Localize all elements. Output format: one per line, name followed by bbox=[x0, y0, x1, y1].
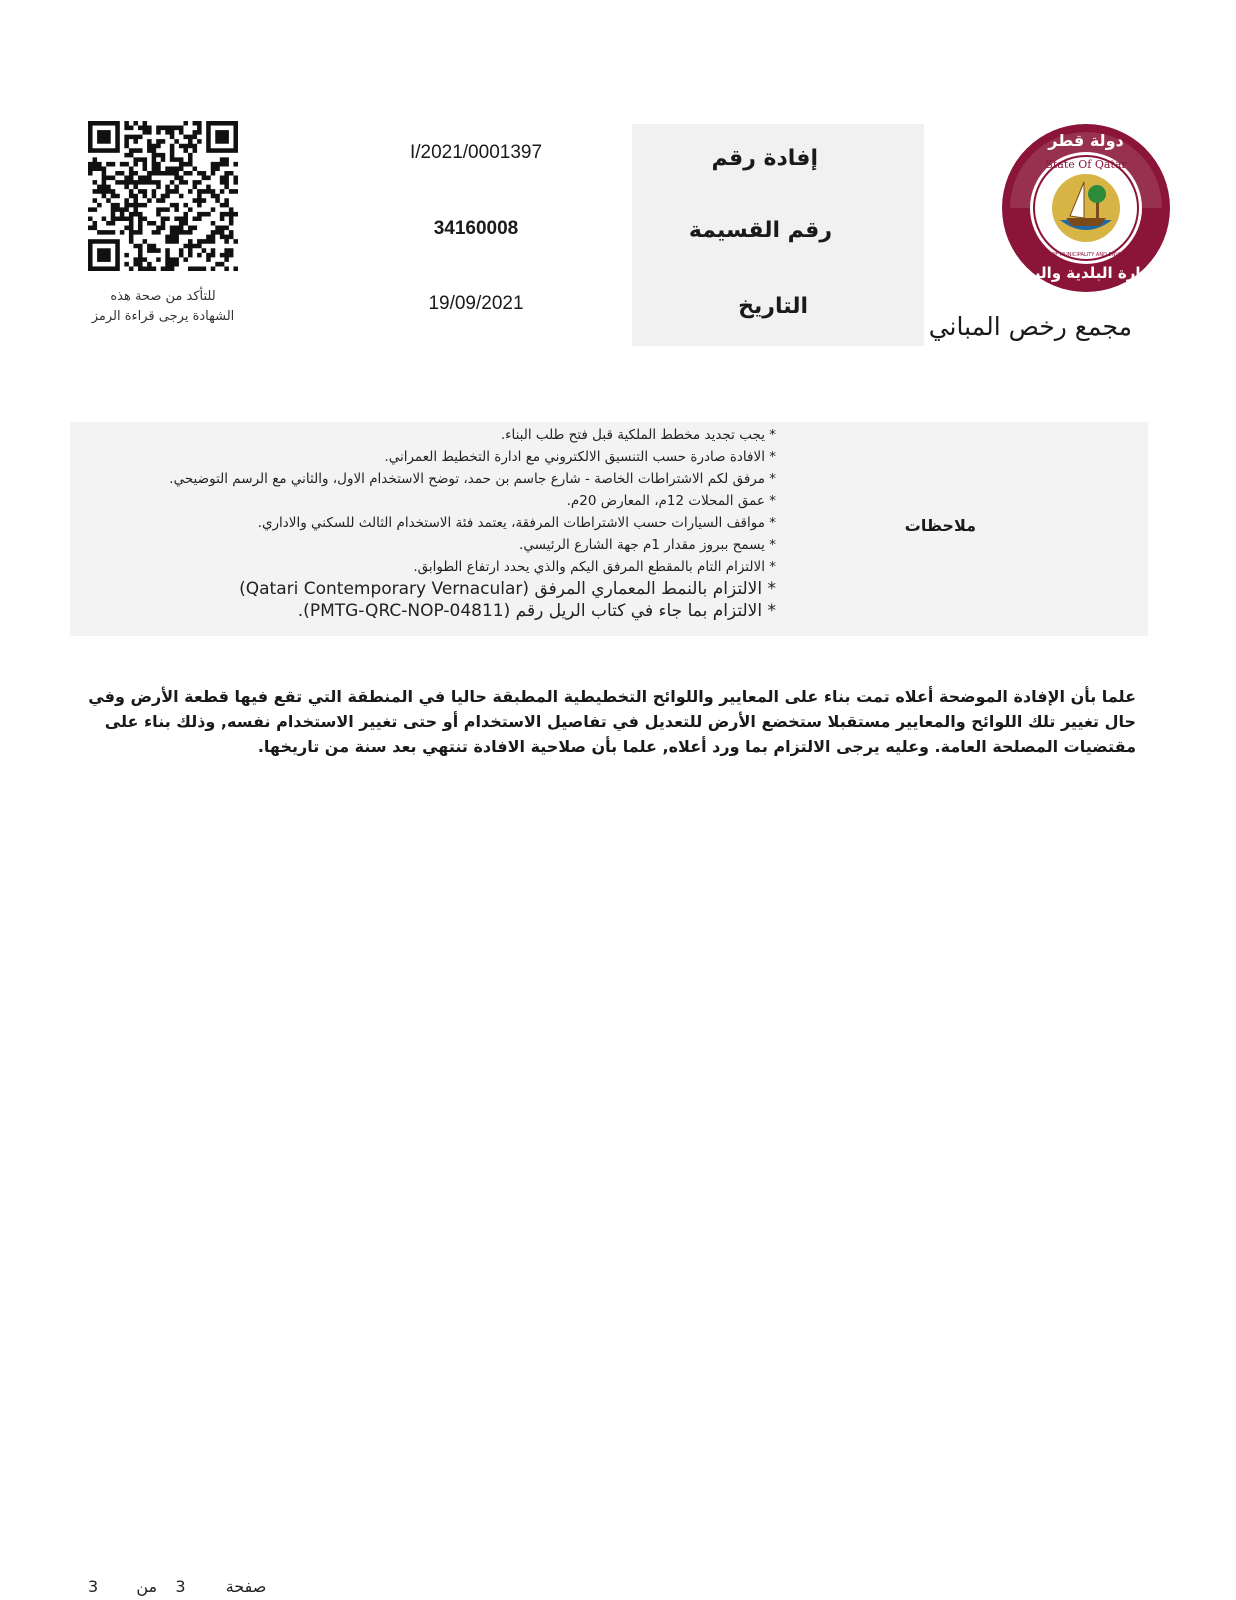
logo-ring-text: State Of Qatar bbox=[1045, 158, 1127, 171]
logo-ring-bottom-text: MINISTRY OF MUNICIPALITY AND ENVIRONMENT bbox=[1026, 252, 1146, 258]
parcel-label: رقم القسيمة bbox=[688, 218, 832, 243]
note-item: * مرفق لكم الاشتراطات الخاصة - شارع جاسم بن حمد، توضح الاستخدام الاول، والثاني مع الرسم التوضيحي. bbox=[169, 471, 776, 487]
note-item: * مواقف السيارات حسب الاشتراطات المرفقة، يعتمد فئة الاستخدام الثالث للسكني والاداري. bbox=[257, 515, 776, 531]
issue-date: 19/09/2021 bbox=[428, 293, 524, 314]
note-item: * الالتزام بالنمط المعماري المرفق (Qatari Contemporary Vernacular) bbox=[239, 579, 776, 599]
note-item: * يجب تجديد مخطط الملكية قبل فتح طلب البناء. bbox=[500, 427, 776, 443]
date-label: التاريخ bbox=[738, 294, 808, 319]
qr-caption-line1: للتأكد من صحة هذه bbox=[110, 289, 216, 304]
page-footer bbox=[88, 1577, 266, 1596]
footer-page-number: 3 bbox=[175, 1577, 186, 1596]
notes-list bbox=[116, 424, 776, 622]
qr-caption-line2: الشهادة يرجى قراءة الرمز bbox=[91, 309, 235, 324]
note-item: * الالتزام التام بالمقطع المرفق اليكم والذي يحدد ارتفاع الطوابق. bbox=[413, 559, 776, 575]
note-item: * يسمح ببروز مقدار 1م جهة الشارع الرئيسي. bbox=[519, 537, 776, 553]
ministry-logo bbox=[1000, 122, 1172, 294]
note-item: * عمق المحلات 12م، المعارض 20م. bbox=[566, 493, 776, 509]
department-title: مجمع رخص المباني bbox=[928, 312, 1132, 341]
ifada-number: I/2021/0001397 bbox=[409, 142, 543, 163]
ifada-label: إفادة رقم bbox=[711, 146, 818, 171]
footer-of-word: من bbox=[136, 1577, 158, 1596]
logo-top-text: دولة قطر bbox=[1048, 131, 1124, 150]
note-item: * الالتزام بما جاء في كتاب الريل رقم (PMTG-QRC-NOP-04811). bbox=[297, 601, 776, 621]
parcel-number: 34160008 bbox=[433, 218, 519, 239]
notes-label: ملاحظات bbox=[904, 516, 976, 535]
disclaimer-paragraph: علما بأن الإفادة الموضحة أعلاه تمت بناء على المعايير واللوائح التخطيطية المطبقة حاليا في المنطقة التي تقع فيها قطعة الأرض وفي حال تغيير تلك اللوائح والمعايير مستقبلا ستخضع الأرض للتعديل في تفاصيل الاستخدام أو حتى تغيير الاستخدام نفسه, وذلك بناء على مقتضيات المصلحة العامة. وعليه يرجى الالتزام بما ورد أعلاه, علما بأن صلاحية الافادة تنتهي بعد سنة من تاريخها. bbox=[88, 687, 1136, 756]
qr-caption bbox=[78, 287, 248, 327]
footer-total-pages: 3 bbox=[88, 1577, 99, 1596]
note-item: * الافادة صادرة حسب التنسيق الالكتروني مع ادارة التخطيط العمراني. bbox=[384, 449, 776, 465]
footer-page-word: صفحة bbox=[225, 1577, 267, 1596]
qr-code-icon[interactable] bbox=[88, 121, 238, 271]
logo-bottom-text: وزارة البلدية والبيئة bbox=[1013, 264, 1159, 282]
